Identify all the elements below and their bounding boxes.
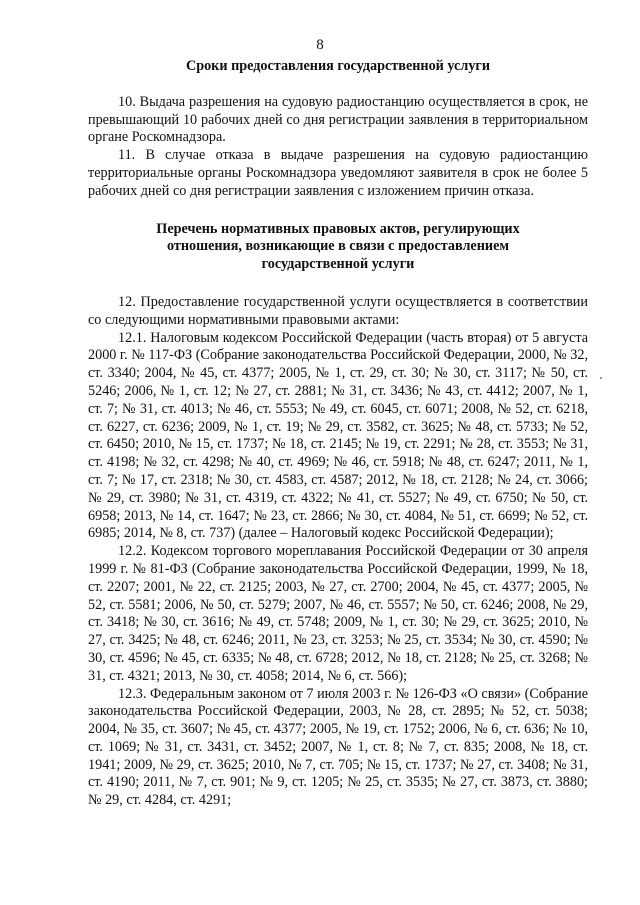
paragraph-12-2: 12.2. Кодексом торгового мореплавания Российской Федерации от 30 апреля 1999 г. № 81-ФЗ (Собрание законодательства Российской Федерации, 1999, № 18, ст. 2207; 2001, № 22, ст. 2125; 2003, № 27, ст. 2700; 2004, № 45, ст. 4377; 2005, № 52, ст. 5581; 2006, № 50, ст. 5279; 2007, № 46, ст. 5557; № 50, ст. 6246; 2008, № 29, ст. 3418; № 30, ст. 3616; № 49, ст. 5748; 2009, № 1, ст. 30; № 29, ст. 3625; 2010, № 27, ст. 3425; № 48, ст. 6246; 2011, № 23, ст. 3253; № 25, ст. 3534; № 30, ст. 4590; № 30, ст. 4596; № 45, ст. 6335; № 48, ст. 6728; 2012, № 18, ст. 2128; № 25, ст. 3268; № 31, ст. 4321; 2013, № 30, ст. 4058; 2014, № 6, ст. 566);: [88, 543, 588, 684]
paragraph-12-1: 12.1. Налоговым кодексом Российской Федерации (часть вторая) от 5 августа 2000 г. № 117-ФЗ (Собрание законодательства Российской Федерации, 2000, № 32, ст. 3340; 2004, № 45, ст. 4377; 2005, № 1, ст. 29, ст. 30; № 30, ст. 3117; № 50, ст. 5246; 2006, № 1, ст. 12; № 27, ст. 2881; № 31, ст. 3436; № 43, ст. 4412; 2007, № 1, ст. 7; № 31, ст. 4013; № 46, ст. 5553; № 49, ст. 6045, ст. 6071; 2008, № 52, ст. 6218, ст. 6227, ст. 6236; 2009, № 1, ст. 19; № 29, ст. 3582, ст. 3625; № 48, ст. 5733; № 52, ст. 6450; 2010, № 15, ст. 1737; № 18, ст. 2145; № 19, ст. 2291; № 28, ст. 3553; № 31, ст. 4198; № 32, ст. 4298; № 40, ст. 4969; № 46, ст. 5918; № 48, ст. 6247; 2011, № 1, ст. 7; № 17, ст. 2318; № 30, ст. 4583, ст. 4587; 2012, № 18, ст. 2128; № 24, ст. 3066; № 29, ст. 3980; № 31, ст. 4319, ст. 4322; № 41, ст. 5527; № 49, ст. 6750; № 50, ст. 6958; 2013, № 14, ст. 1647; № 23, ст. 2866; № 30, ст. 4084, № 51, ст. 6699; № 52, ст. 6985; 2014, № 8, ст. 737) (далее – Налоговый кодекс Российской Федерации);: [88, 329, 588, 542]
paragraph-12: 12. Предоставление государственной услуги осуществляется в соответствии со следующими нормативными правовыми актами:: [88, 293, 588, 328]
section-heading-terms: Сроки предоставления государственной услуги: [185, 58, 491, 74]
paragraph-11: 11. В случае отказа в выдаче разрешения на судовую радиостанцию территориальные органы Роскомнадзора уведомляют заявителя в срок не более 5 рабочих дней со дня регистрации заявления с изложением причин отказа.: [88, 147, 588, 199]
page-number: 8: [316, 37, 324, 53]
paragraph-10: 10. Выдача разрешения на судовую радиостанцию осуществляется в срок, не превышающий 10 рабочих дней со дня регистрации заявления в территориальном органе Роскомнадзора.: [88, 93, 588, 146]
paragraph-12-3: 12.3. Федеральным законом от 7 июля 2003 г. № 126-ФЗ «О связи» (Собрание законодательства Российской Федерации, 2003, № 28, ст. 2895; № 52, ст. 5038; 2004, № 35, ст. 3607; № 45, ст. 4377; 2005, № 19, ст. 1752; 2006, № 6, ст. 636; № 10, ст. 1069; № 31, ст. 3431, ст. 3452; 2007, № 1, ст. 8; № 7, ст. 835; 2008, № 18, ст. 1941; 2009, № 29, ст. 3625; 2010, № 7, ст. 705; № 15, ст. 1737; № 27, ст. 3408; № 31, ст. 4190; 2011, № 7, ст. 901; № 9, ст. 1205; № 25, ст. 3535; № 27, ст. 3873, ст. 3880; № 29, ст. 4284, ст. 4291;: [88, 685, 588, 809]
page-content: [88, 58, 588, 810]
scan-speck: [600, 377, 602, 379]
section-heading-regulations: Перечень нормативных правовых актов, регулирующих отношения, возникающие в связи с предоставлением государственной услуги: [156, 220, 520, 273]
